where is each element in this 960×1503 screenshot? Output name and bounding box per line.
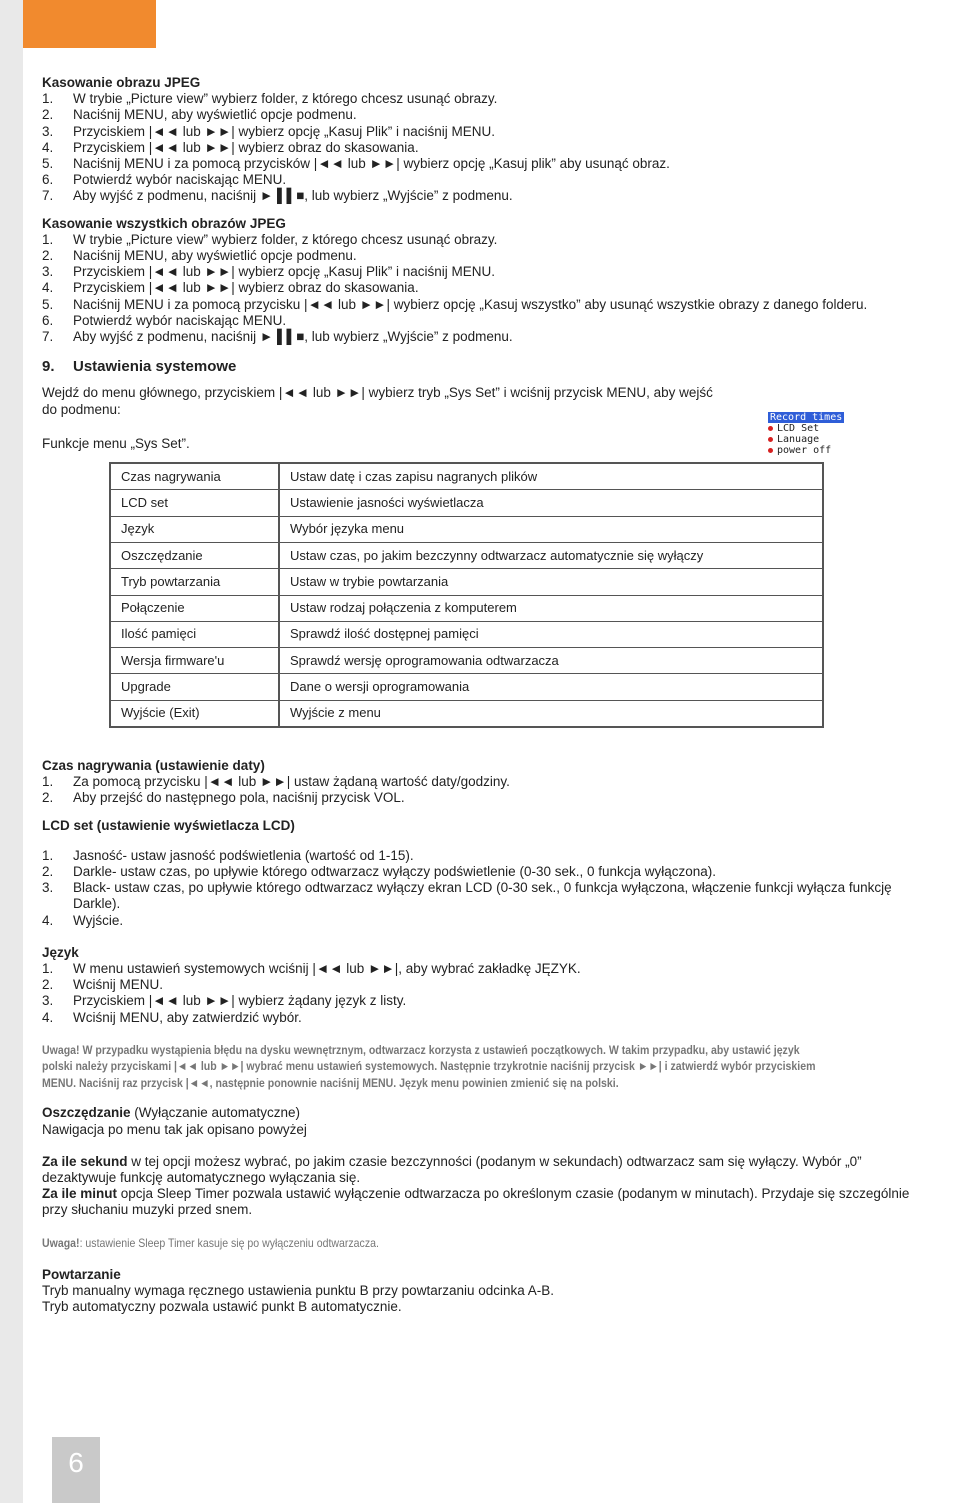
setting-description: Wyjście z menu (279, 700, 823, 727)
table-row (110, 569, 823, 595)
list-item: 3. Black- ustaw czas, po upływie którego odtwarzacz wyłączy ekran LCD (0-30 sek., 0 funkcja wyłączona, włączenie funkcji wyłącza funkcję Darkle). (42, 880, 892, 912)
chapter-heading: 9. Ustawienia systemowe (42, 358, 237, 376)
list-item: 1. Za pomocą przycisku |◄◄ lub ►►| ustaw żądaną wartość daty/godziny. (42, 774, 510, 790)
setting-name: Wyjście (Exit) (110, 700, 279, 727)
document-content (42, 75, 922, 1315)
setting-description: Ustawienie jasności wyświetlacza (279, 490, 823, 516)
list-item: 5. Naciśnij MENU i za pomocą przycisków |◄◄ lub ►►| wybierz opcję „Kasuj plik” aby usunąć obraz. (42, 156, 670, 172)
section-title: Czas nagrywania (ustawienie daty) (42, 758, 265, 774)
list-item: 1. W trybie „Picture view” wybierz folder, z którego chcesz usunąć obrazy. (42, 231, 498, 247)
page-number-box (52, 1437, 100, 1503)
warning-note: Uwaga! W przypadku wystąpienia błędu na dysku wewnętrznym, odtwarzacz korzysta z ustawień początkowych. W takim przypadku, aby ustawić język polski należy przyciskami |◄◄ lub ►►| wybrać menu ustawień systemowych. Następnie trzykrotnie naciśnij przycisk ►►| i zatwierdź wybór przyciskiem MENU. Naciśnij raz przycisk |◄◄, następnie ponownie naciśnij MENU. Język menu powinien zmienić się na polski. (42, 1042, 816, 1090)
warning-note-2: Uwaga!: ustawienie Sleep Timer kasuje się po wyłączeniu odtwarzacza. (42, 1235, 379, 1250)
list-item: 7. Aby wyjść z podmenu, naciśnij ► ▌▌■, lub wybierz „Wyjście” z podmenu. (42, 188, 513, 204)
zaile-paragraph: Za ile sekund w tej opcji możesz wybrać, po jakim czasie bezczynności (podanym w sekundach) odtwarzacz sam się wyłączy. Wybór „0” dezaktywuje funkcję automatycznego wyłączania się. (42, 1153, 862, 1185)
numbered-list (42, 848, 922, 929)
setting-name: Czas nagrywania (110, 463, 279, 490)
page-number: 6 (68, 1447, 84, 1478)
numbered-list (42, 961, 922, 1026)
setting-name: Wersja firmware'u (110, 648, 279, 674)
oszczedzanie-title: Oszczędzanie (Wyłączanie automatyczne) (42, 1105, 300, 1121)
lcd-menu-item: power off (768, 445, 864, 456)
setting-description: Ustaw w trybie powtarzania (279, 569, 823, 595)
setting-name: Upgrade (110, 674, 279, 700)
table-row (110, 700, 823, 727)
setting-name: Tryb powtarzania (110, 569, 279, 595)
setting-description: Ustaw czas, po jakim bezczynny odtwarzacz automatycznie się wyłączy (279, 542, 823, 568)
setting-description: Ustaw datę i czas zapisu nagranych plików (279, 463, 823, 490)
list-item: 4. Wyjście. (42, 912, 124, 928)
setting-description: Dane o wersji oprogramowania (279, 674, 823, 700)
table-row (110, 463, 823, 490)
section-title: Kasowanie wszystkich obrazów JPEG (42, 215, 286, 231)
setting-name: LCD set (110, 490, 279, 516)
setting-name: Oszczędzanie (110, 542, 279, 568)
lcd-item-selected: Record times (770, 412, 843, 423)
list-item: 4. Przyciskiem |◄◄ lub ►►| wybierz obraz do skasowania. (42, 280, 419, 296)
section-title: Kasowanie obrazu JPEG (42, 75, 201, 90)
lcd-menu-item: Lanuage (768, 434, 864, 445)
list-item: 1. Jasność- ustaw jasność podświetlenia (wartość od 1-15). (42, 847, 414, 863)
list-item: 1. W trybie „Picture view” wybierz folder, z którego chcesz usunąć obrazy. (42, 91, 498, 107)
setting-name: Ilość pamięci (110, 621, 279, 647)
list-item: 5. Naciśnij MENU i za pomocą przycisku |◄◄ lub ►►| wybierz opcję „Kasuj wszystko” aby usunąć wszystkie obrazy z danego folderu. (42, 296, 868, 312)
list-item: 2. Darkle- ustaw czas, po upływie którego odtwarzacz wyłączy podświetlenie (0-30 sek., 0 funkcja wyłączona). (42, 864, 717, 880)
list-item: 2. Naciśnij MENU, aby wyświetlić opcje podmenu. (42, 248, 357, 264)
section-title: Powtarzanie (42, 1266, 121, 1282)
setting-description: Sprawdź wersję oprogramowania odtwarzacza (279, 648, 823, 674)
oszczedzanie-text: Nawigacja po menu tak jak opisano powyżej (42, 1121, 307, 1137)
list-item: 2. Naciśnij MENU, aby wyświetlić opcje podmenu. (42, 107, 357, 123)
numbered-list (42, 91, 922, 204)
intro-paragraph: Wejdź do menu głównego, przyciskiem |◄◄ lub ►►| wybierz tryb „Sys Set” i wciśnij przycisk MENU, aby wejść do podmenu: (42, 385, 713, 417)
zaile-paragraph: Za ile minut opcja Sleep Timer pozwala ustawić wyłączenie odtwarzacza po określonym czasie (podanym w minutach). Przydaje się szczególnie przy słuchaniu muzyki przed snem. (42, 1186, 910, 1218)
paragraph-line: Tryb manualny wymaga ręcznego ustawienia punktu B przy powtarzaniu odcinka A-B. (42, 1283, 555, 1298)
numbered-list (42, 232, 922, 345)
setting-description: Sprawdź ilość dostępnej pamięci (279, 621, 823, 647)
settings-table (109, 462, 824, 728)
paragraph-line: Tryb automatyczny pozwala ustawić punkt B automatycznie. (42, 1299, 402, 1315)
list-item: 2. Aby przejść do następnego pola, naciśnij przycisk VOL. (42, 790, 405, 806)
list-item: 1. W menu ustawień systemowych wciśnij |◄◄ lub ►►|, aby wybrać zakładkę JĘZYK. (42, 961, 581, 977)
side-strip (0, 0, 23, 1503)
setting-description: Wybór języka menu (279, 516, 823, 542)
list-item: 6. Potwierdź wybór naciskając MENU. (42, 312, 287, 328)
list-item: 3. Przyciskiem |◄◄ lub ►►| wybierz opcję „Kasuj Plik” i naciśnij MENU. (42, 264, 496, 280)
table-row (110, 621, 823, 647)
setting-description: Ustaw rodzaj połączenia z komputerem (279, 595, 823, 621)
list-item: 3. Przyciskiem |◄◄ lub ►►| wybierz żądany język z listy. (42, 993, 407, 1009)
list-item: 4. Wciśnij MENU, aby zatwierdzić wybór. (42, 1009, 302, 1025)
table-row (110, 648, 823, 674)
list-item: 6. Potwierdź wybór naciskając MENU. (42, 172, 287, 188)
setting-name: Połączenie (110, 595, 279, 621)
section-title: Język (42, 944, 79, 960)
list-item: 3. Przyciskiem |◄◄ lub ►►| wybierz opcję „Kasuj Plik” i naciśnij MENU. (42, 123, 496, 139)
table-row (110, 490, 823, 516)
list-item: 4. Przyciskiem |◄◄ lub ►►| wybierz obraz do skasowania. (42, 139, 419, 155)
numbered-list (42, 774, 922, 806)
functions-label: Funkcje menu „Sys Set”. (42, 435, 190, 451)
corner-accent (0, 0, 156, 48)
list-item: 7. Aby wyjść z podmenu, naciśnij ► ▌▌■, lub wybierz „Wyjście” z podmenu. (42, 329, 513, 345)
table-row (110, 542, 823, 568)
table-row (110, 516, 823, 542)
table-row (110, 595, 823, 621)
list-item: 2. Wciśnij MENU. (42, 977, 163, 993)
section-title: LCD set (ustawienie wyświetlacza LCD) (42, 817, 295, 833)
setting-name: Język (110, 516, 279, 542)
table-row (110, 674, 823, 700)
lcd-menu-item: LCD Set (768, 423, 864, 434)
